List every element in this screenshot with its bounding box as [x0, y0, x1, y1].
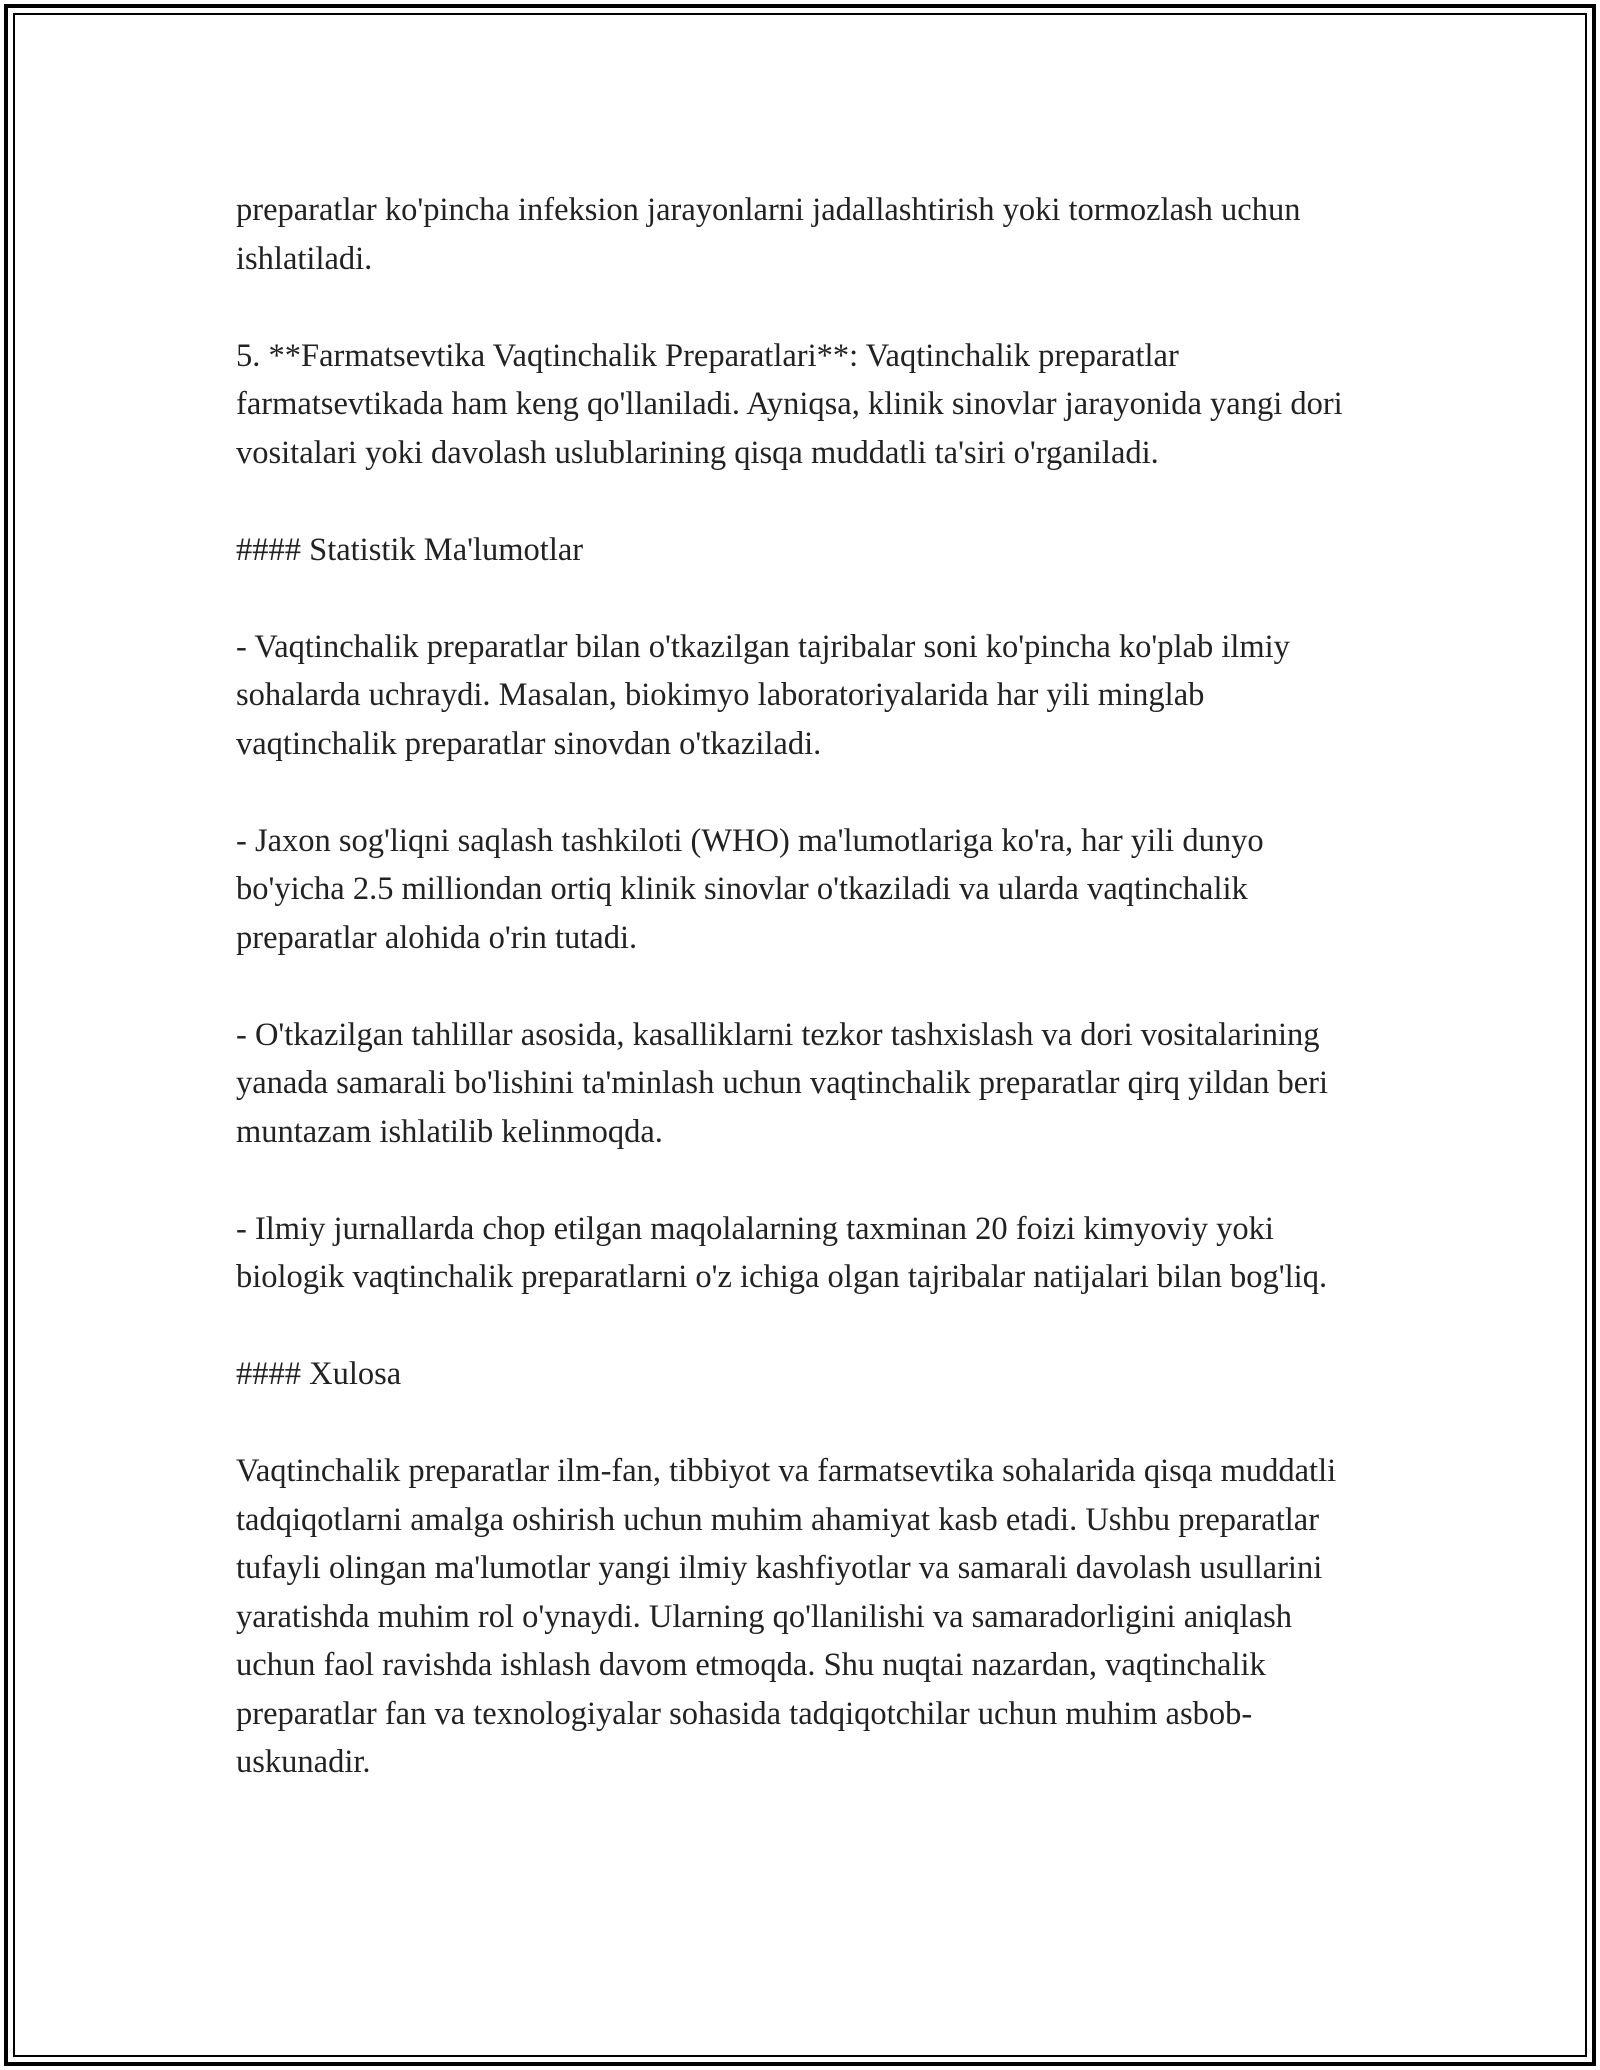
bullet-item: - Vaqtinchalik preparatlar bilan o'tkazilgan tajribalar soni ko'pincha ko'plab ilmiy sohalarda uchraydi. Masalan, biokimyo laboratoriyalarida har yili minglab vaqtinchalik preparatlar sinovdan o'tkaziladi. — [236, 628, 1290, 762]
bullet-item: - O'tkazilgan tahlillar asosida, kasalliklarni tezkor tashxislash va dori vositalarining yanada samarali bo'lishini ta'minlash uchun vaqtinchalik preparatlar qirq yildan beri muntazam ishlatilib kelinmoqda. — [236, 1016, 1328, 1150]
bullet-item: - Ilmiy jurnallarda chop etilgan maqolalarning taxminan 20 foizi kimyoviy yoki biologik vaqtinchalik preparatlarni o'z ichiga olgan tajribalar natijalari bilan bog'liq. — [236, 1210, 1328, 1295]
document-body — [236, 186, 1356, 1787]
section-heading-conclusion: #### Xulosa — [236, 1356, 402, 1392]
section-heading-statistics: #### Statistik Ma'lumotlar — [236, 531, 584, 568]
paragraph-item-5: 5. **Farmatsevtika Vaqtinchalik Preparatlari**: Vaqtinchalik preparatlar farmatsevtikada ham keng qo'llaniladi. Ayniqsa, klinik sinovlar jarayonida yangi dori vositalari yoki davolash uslublarining qisqa muddatli ta'siri o'rganiladi. — [236, 337, 1343, 471]
paragraph-conclusion: Vaqtinchalik preparatlar ilm-fan, tibbiyot va farmatsevtika sohalarida qisqa muddatli tadqiqotlarni amalga oshirish uchun muhim ahamiyat kasb etadi. Ushbu preparatlar tufayli olingan ma'lumotlar yangi ilmiy kashfiyotlar va samarali davolash usullarini yaratishda muhim rol o'ynaydi. Ularning qo'llanilishi va samaradorligini aniqlash uchun faol ravishda ishlash davom etmoqda. Shu nuqtai nazardan, vaqtinchalik preparatlar fan va texnologiyalar sohasida tadqiqotchilar uchun muhim asbob-uskunadir. — [236, 1453, 1337, 1780]
paragraph-continuation: preparatlar ko'pincha infeksion jarayonlarni jadallashtirish yoki tormozlash uchun ishlatiladi. — [236, 192, 1301, 277]
bullet-item: - Jaxon sog'liqni saqlash tashkiloti (WHO) ma'lumotlariga ko'ra, har yili dunyo bo'yicha 2.5 milliondan ortiq klinik sinovlar o'tkaziladi va ularda vaqtinchalik preparatlar alohida o'rin tutadi. — [236, 822, 1264, 956]
